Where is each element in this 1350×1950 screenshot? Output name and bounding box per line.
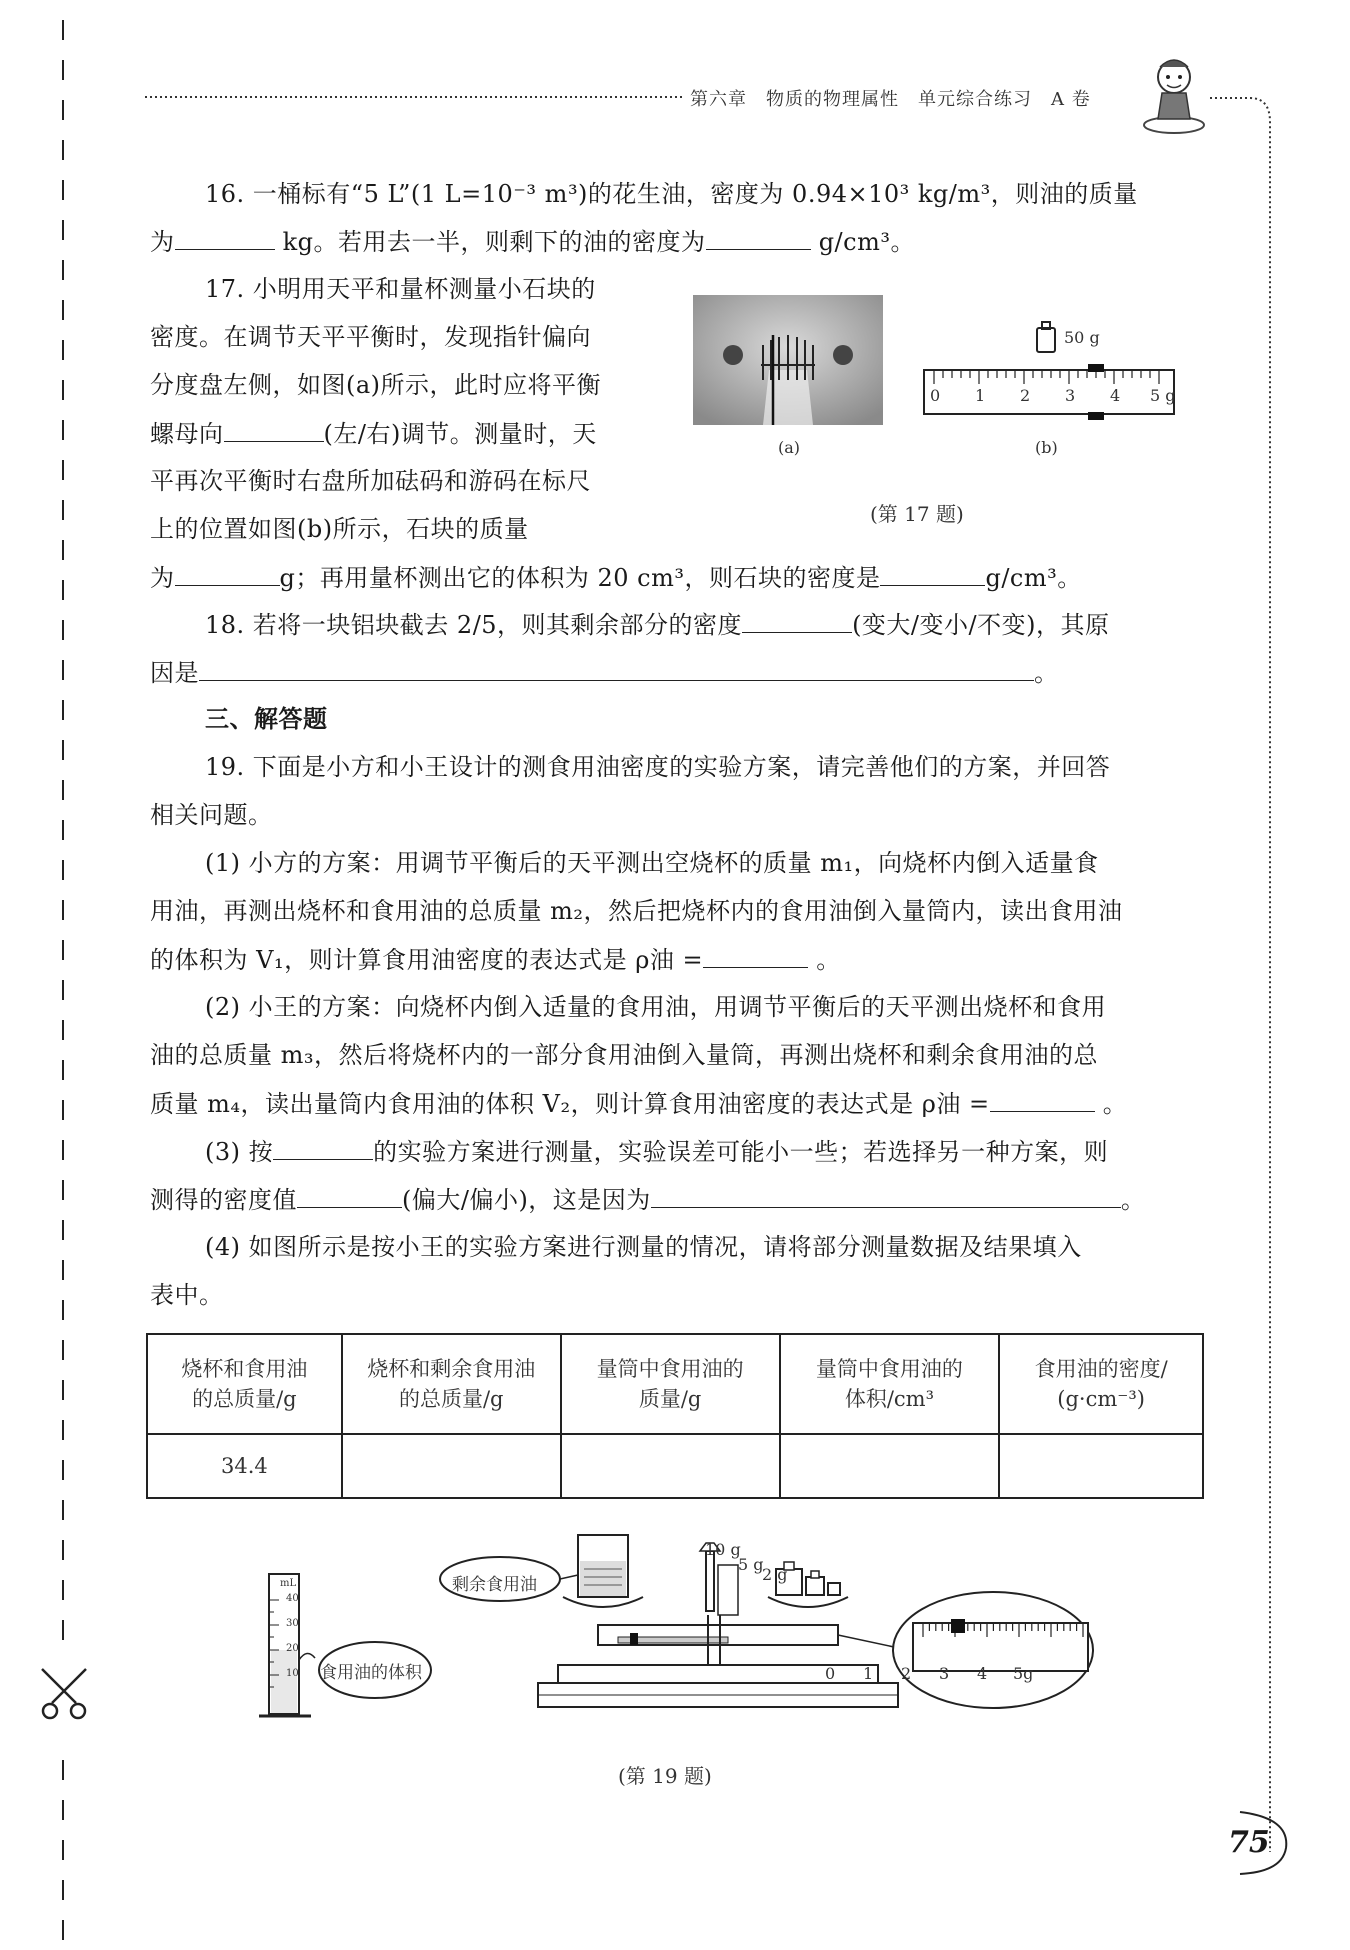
scale-tick-label: 5g bbox=[1013, 1664, 1034, 1683]
scale-tick-label: 1 bbox=[863, 1664, 874, 1683]
q17-line4: 螺母向 (左/右)调节。测量时，天 bbox=[150, 417, 597, 450]
q16-answer-blank-density[interactable] bbox=[706, 225, 811, 250]
q19-part2-line3: 质量 m₄，读出量筒内食用油的体积 V₂，则计算食用油密度的表达式是 ρ油 = 。 bbox=[150, 1087, 1127, 1120]
q18-line2: 因是 。 bbox=[150, 656, 1059, 689]
q17-line2: 密度。在调节天平平衡时，发现指针偏向 bbox=[150, 323, 591, 351]
table-cell-total-mass: 34.4 bbox=[147, 1434, 342, 1498]
cylinder-tick-label: 30 bbox=[286, 1618, 299, 1629]
table-cell-oil-density[interactable] bbox=[999, 1434, 1203, 1498]
table-header-cell: 量筒中食用油的 体积/cm³ bbox=[780, 1334, 1000, 1434]
q17-answer-blank-mass[interactable] bbox=[175, 561, 280, 586]
q19-answer-blank-reason[interactable] bbox=[651, 1183, 1121, 1208]
table-header-cell: 量筒中食用油的 质量/g bbox=[561, 1334, 780, 1434]
scale-tick-label: 2 bbox=[1020, 386, 1031, 405]
q19-answer-blank-expr1[interactable] bbox=[703, 943, 808, 968]
q19-part4-line1: (4) 如图所示是按小王的实验方案进行测量的情况，请将部分测量数据及结果填入 bbox=[205, 1233, 1082, 1261]
scale-tick-label: 0 bbox=[930, 386, 941, 405]
scale-tick-label: 0 bbox=[825, 1664, 836, 1683]
q17-weight-label: 50 g bbox=[1064, 328, 1100, 347]
scale-tick-label: 3 bbox=[1065, 386, 1076, 405]
q18-line1: 18. 若将一块铝块截去 2/5，则其剩余部分的密度 (变大/变小/不变)，其原 bbox=[205, 608, 1109, 641]
page-border-dotted-rule bbox=[1210, 92, 1280, 1852]
q19-answer-blank-bias[interactable] bbox=[297, 1183, 402, 1208]
q19-part2-line1: (2) 小王的方案：向烧杯内倒入适量的食用油，用调节平衡后的天平测出烧杯和食用 bbox=[205, 993, 1107, 1021]
cylinder-tick-label: 20 bbox=[286, 1643, 299, 1654]
table-cell-oil-mass[interactable] bbox=[561, 1434, 780, 1498]
q17-figure-a-pointer-photo bbox=[693, 295, 883, 425]
table-header-cell: 烧杯和食用油 的总质量/g bbox=[147, 1334, 342, 1434]
q17-line1: 17. 小明用天平和量杯测量小石块的 bbox=[205, 275, 596, 303]
q19-answer-blank-expr2[interactable] bbox=[990, 1087, 1095, 1112]
q17-answer-blank-density[interactable] bbox=[880, 561, 985, 586]
q19-data-table bbox=[146, 1333, 1204, 1499]
q19-part1-line1: (1) 小方的方案：用调节平衡后的天平测出空烧杯的质量 m₁，向烧杯内倒入适量食 bbox=[205, 849, 1099, 877]
q17-line6: 上的位置如图(b)所示，石块的质量 bbox=[150, 515, 529, 543]
q17-line7: 为 g；再用量杯测出它的体积为 20 cm³，则石块的密度是 g/cm³。 bbox=[150, 561, 1082, 594]
q18-answer-blank-reason[interactable] bbox=[199, 656, 1034, 681]
weight-label: 5 g bbox=[738, 1555, 764, 1574]
cylinder-callout-label: 食用油的体积 bbox=[320, 1663, 422, 1683]
table-header-cell: 食用油的密度/ (g·cm⁻³) bbox=[999, 1334, 1203, 1434]
q19-part1-line3: 的体积为 V₁，则计算食用油密度的表达式是 ρ油 = 。 bbox=[150, 943, 841, 976]
q17-figure-a-label: (a) bbox=[778, 438, 801, 457]
q17-answer-blank-direction[interactable] bbox=[224, 417, 324, 442]
scale-tick-label: 2 bbox=[901, 1664, 912, 1683]
q16-line1: 16. 一桶标有“5 L”(1 L=10⁻³ m³)的花生油，密度为 0.94×10³ kg/m³，则油的质量 bbox=[205, 180, 1138, 208]
scale-tick-label: 4 bbox=[1110, 386, 1121, 405]
q19-part4-line2: 表中。 bbox=[150, 1281, 224, 1309]
chapter-header: 第六章 物质的物理属性 单元综合练习 A 卷 bbox=[690, 89, 1091, 110]
q19-intro-line2: 相关问题。 bbox=[150, 801, 273, 829]
scale-tick-label: 5 g bbox=[1150, 386, 1176, 405]
q17-caption: (第 17 题) bbox=[870, 502, 964, 526]
weight-label: 2 g bbox=[762, 1565, 788, 1584]
cartoon-mascot-icon bbox=[1140, 55, 1210, 135]
q19-caption: (第 19 题) bbox=[618, 1764, 712, 1788]
cylinder-tick-label: 40 bbox=[286, 1593, 299, 1604]
table-cell-oil-volume[interactable] bbox=[780, 1434, 1000, 1498]
scale-tick-label: 3 bbox=[939, 1664, 950, 1683]
q17-figure-b-label: (b) bbox=[1035, 438, 1058, 457]
q19-answer-blank-scheme[interactable] bbox=[273, 1135, 373, 1160]
cylinder-unit-label: mL bbox=[280, 1578, 297, 1589]
cylinder-tick-label: 10 bbox=[286, 1668, 299, 1679]
q17-figure-b-scale bbox=[920, 318, 1180, 428]
table-row bbox=[147, 1434, 1203, 1498]
beaker-callout-label: 剩余食用油 bbox=[452, 1575, 537, 1595]
q19-part3-line2: 测得的密度值 (偏大/偏小)，这是因为 。 bbox=[150, 1183, 1145, 1216]
q19-graduated-cylinder bbox=[255, 1570, 435, 1730]
q19-part2-line2: 油的总质量 m₃，然后将烧杯内的一部分食用油倒入量筒，再测出烧杯和剩余食用油的总 bbox=[150, 1041, 1099, 1069]
q19-intro-line1: 19. 下面是小方和小王设计的测食用油密度的实验方案，请完善他们的方案，并回答 bbox=[205, 753, 1111, 781]
page-number: 75 bbox=[1228, 1825, 1270, 1860]
table-cell-remaining-mass[interactable] bbox=[342, 1434, 561, 1498]
scissors-icon bbox=[36, 1665, 92, 1725]
q19-part3-line1: (3) 按 的实验方案进行测量，实验误差可能小一些；若选择另一种方案，则 bbox=[205, 1135, 1108, 1168]
section-title: 三、解答题 bbox=[205, 705, 328, 733]
q16-answer-blank-mass[interactable] bbox=[175, 225, 275, 250]
q16-line2: 为 kg。若用去一半，则剩下的油的密度为 g/cm³。 bbox=[150, 225, 915, 258]
table-header-row bbox=[147, 1334, 1203, 1434]
q17-line3: 分度盘左侧，如图(a)所示，此时应将平衡 bbox=[150, 371, 602, 399]
scale-tick-label: 4 bbox=[977, 1664, 988, 1683]
q18-answer-blank-density[interactable] bbox=[742, 608, 852, 633]
weight-label: 10 g bbox=[705, 1540, 741, 1559]
scale-tick-label: 1 bbox=[975, 386, 986, 405]
header-dotted-rule-left bbox=[145, 95, 685, 99]
q19-part1-line2: 用油，再测出烧杯和食用油的总质量 m₂，然后把烧杯内的食用油倒入量筒内，读出食用油 bbox=[150, 897, 1123, 925]
q17-line5: 平再次平衡时右盘所加砝码和游码在标尺 bbox=[150, 467, 591, 495]
q19-balance-figure bbox=[438, 1525, 1098, 1725]
table-header-cell: 烧杯和剩余食用油 的总质量/g bbox=[342, 1334, 561, 1434]
